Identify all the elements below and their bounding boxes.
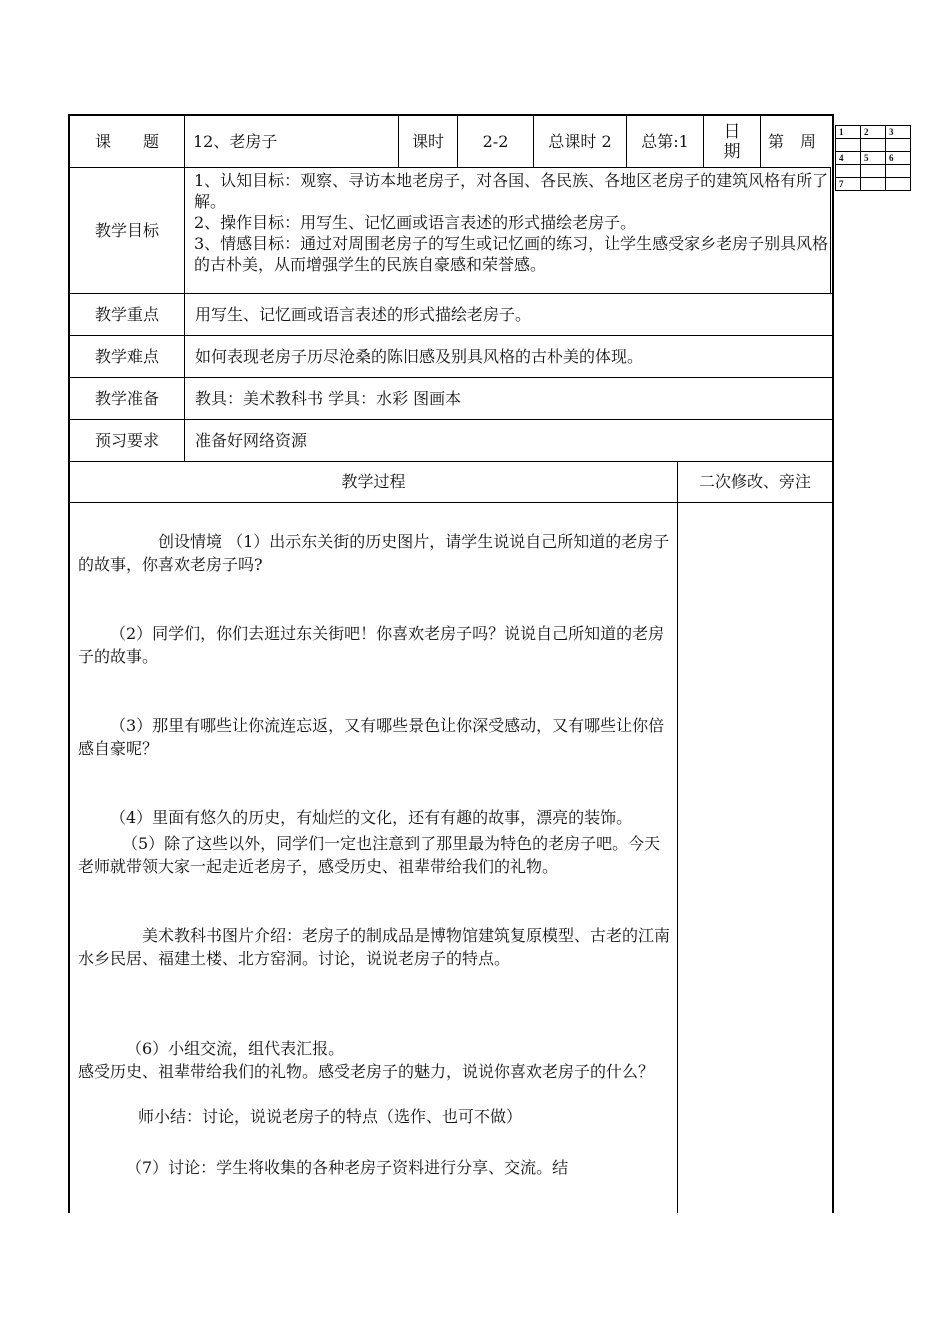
goal-item: 3、情感目标：通过对周围老房子的写生或记忆画的练习，让学生感受家乡老房子别具风格的古朴美，从而增强学生的民族自豪感和荣誉感。: [194, 234, 829, 274]
topic-label: 课 题: [94, 131, 159, 151]
grid-cell: [836, 139, 861, 152]
grid-cell: [861, 178, 886, 191]
notes-title: 二次修改、旁注: [698, 472, 811, 491]
grid-number: 5: [861, 152, 886, 165]
key-point-label: 教学重点: [94, 304, 159, 324]
goal-item: 1、认知目标：观察、寻访本地老房子，对各国、各民族、各地区老房子的建筑风格有所了解。: [194, 171, 829, 211]
total-number: 总第:1: [641, 131, 689, 151]
week-number-grid: [835, 125, 911, 191]
process-paragraph: （5）除了这些以外，同学们一定也注意到了那里最为特色的老房子吧。今天老师就带领大家一起走近老房子，感受历史、祖辈带给我们的礼物。: [78, 834, 661, 876]
grid-cell: [886, 139, 911, 152]
divider: [184, 167, 830, 168]
process-paragraph: 师小结：讨论，说说老房子的特点（选作、也可不做）: [122, 1107, 523, 1126]
process-paragraph: （2）同学们，你们去逛过东关街吧！你喜欢老房子吗？说说自己所知道的老房子的故事。: [78, 624, 665, 666]
key-point-value: 用写生、记忆画或语言表述的形式描绘老房子。: [195, 304, 532, 324]
process-paragraph: 感受历史、祖辈带给我们的礼物。感受老房子的魅力，说说你喜欢老房子的什么？: [78, 1062, 655, 1081]
process-paragraph: 创设情境 （1）出示东关街的历史图片，请学生说说自己所知道的老房子的故事，你喜欢老房子吗?: [78, 532, 670, 574]
process-paragraph: （3）那里有哪些让你流连忘返，又有哪些景色让你深受感动，又有哪些让你倍感自豪呢？: [78, 716, 665, 758]
process-paragraph: （4）里面有悠久的历史，有灿烂的文化，还有有趣的故事，漂亮的装饰。: [110, 808, 633, 827]
grid-cell: [861, 139, 886, 152]
process-content: [78, 530, 670, 1179]
divider: [68, 502, 834, 503]
process-title: 教学过程: [341, 472, 406, 491]
grid-cell: [861, 165, 886, 178]
period-label: 课时: [411, 131, 444, 151]
grid-cell: [836, 165, 861, 178]
divider: [677, 461, 678, 1213]
grid-number: 2: [861, 126, 886, 139]
goals-content: [194, 170, 830, 275]
preparation-value: 教具：美术教科书 学具：水彩 图画本: [195, 388, 462, 408]
topic-value: 12、老房子: [193, 131, 278, 151]
preview-label: 预习要求: [94, 430, 159, 450]
grid-cell: [886, 178, 911, 191]
goals-label: 教学目标: [94, 220, 159, 240]
difficulty-value: 如何表现老房子历尽沧桑的陈旧感及别具风格的古朴美的体现。: [195, 346, 644, 366]
grid-number: 6: [886, 152, 911, 165]
grid-number: 4: [836, 152, 861, 165]
goal-item: 2、操作目标：用写生、记忆画或语言表述的形式描绘老房子。: [194, 213, 637, 232]
difficulty-label: 教学难点: [94, 346, 159, 366]
date-label: 日期: [723, 121, 741, 162]
grid-number: 7: [836, 178, 861, 191]
process-paragraph: 美术教科书图片介绍：老房子的制成品是博物馆建筑复原模型、古老的江南水乡民居、福建土楼、北方窑洞。讨论，说说老房子的特点。: [78, 926, 671, 968]
grid-number: 3: [886, 126, 911, 139]
process-paragraph: （7）讨论：学生将收集的各种老房子资料进行分享、交流。结: [126, 1158, 569, 1177]
grid-number: 1: [836, 126, 861, 139]
preview-value: 准备好网络资源: [195, 430, 308, 450]
divider: [830, 167, 831, 294]
process-paragraph: （6）小组交流，组代表汇报。: [126, 1039, 345, 1058]
total-periods: 总课时 2: [548, 131, 612, 151]
grid-cell: [886, 165, 911, 178]
preparation-label: 教学准备: [94, 388, 159, 408]
week-label: 第 周: [768, 131, 817, 151]
period-value: 2-2: [482, 131, 509, 151]
